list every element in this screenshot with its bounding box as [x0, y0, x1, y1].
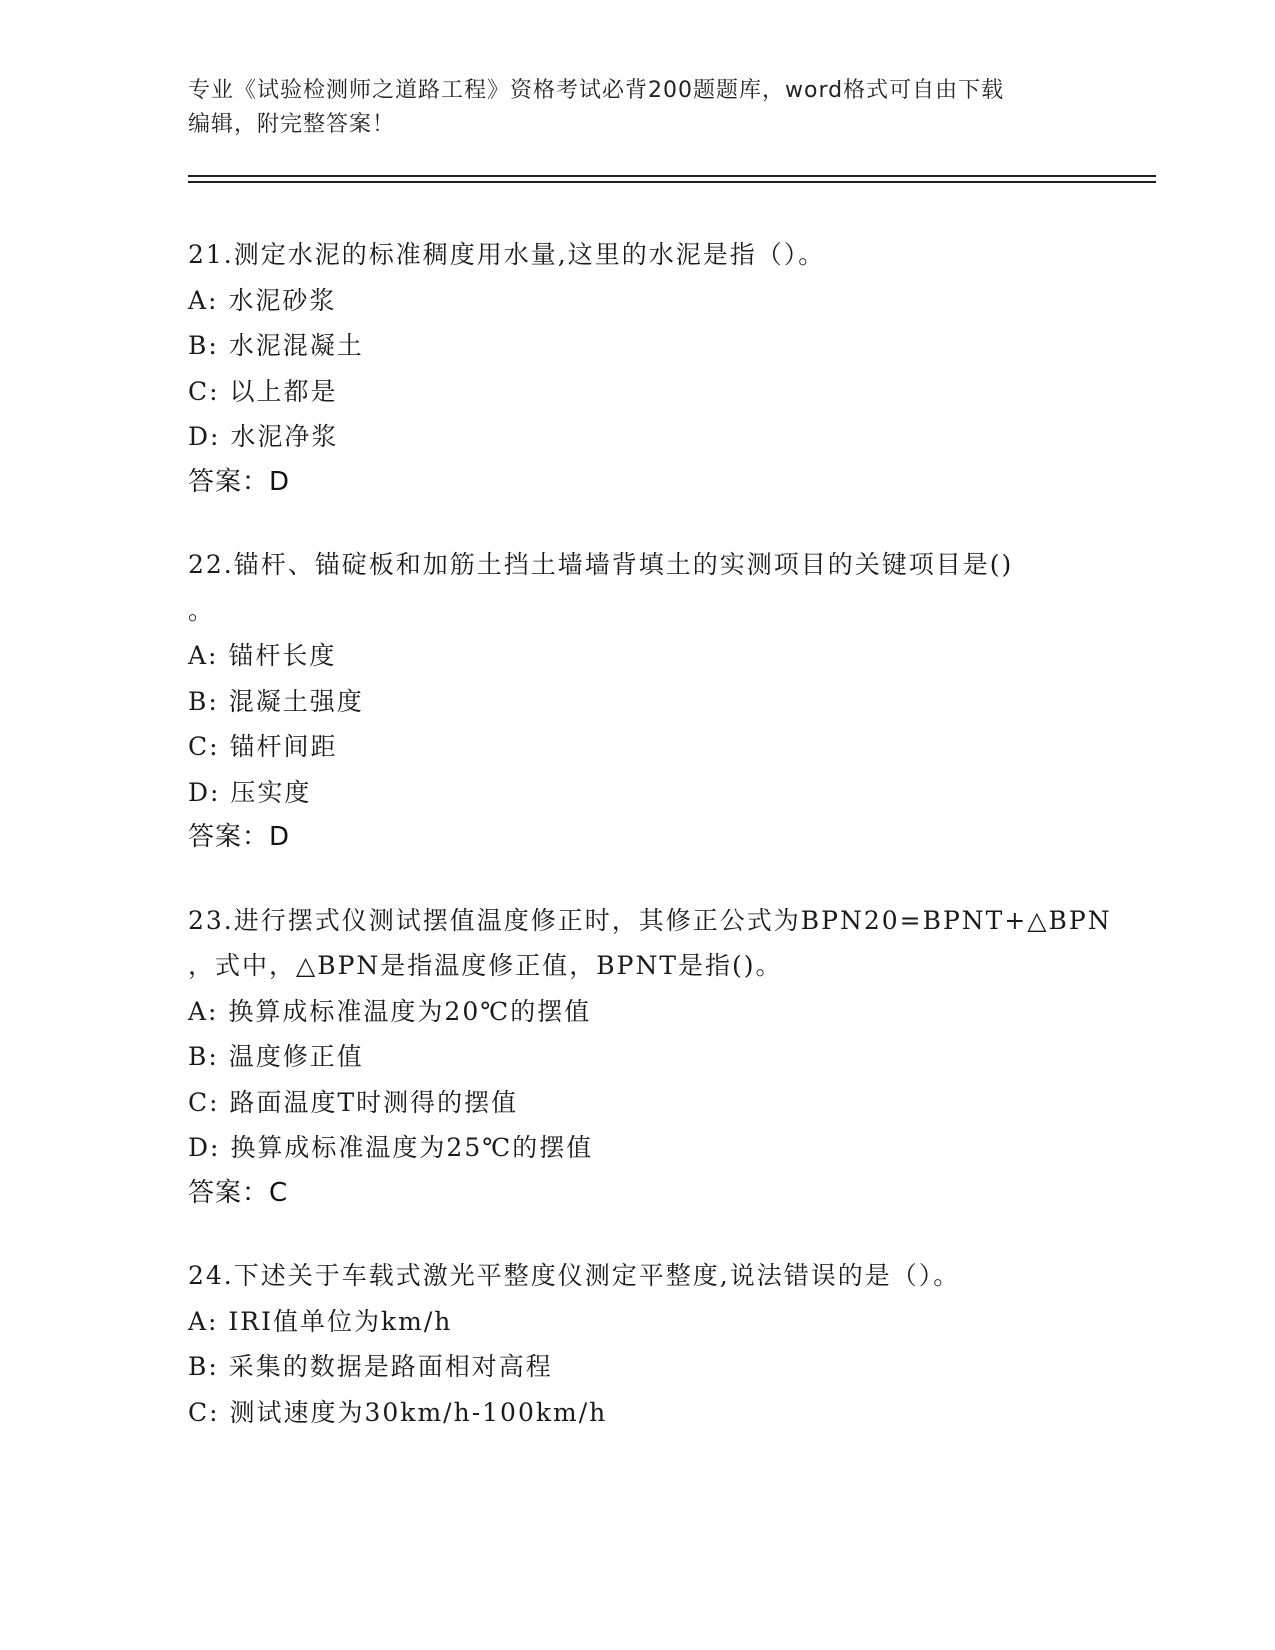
option-b: B: 采集的数据是路面相对高程 [188, 1352, 553, 1381]
question-list [188, 232, 1112, 1472]
option-c: C: 以上都是 [188, 376, 338, 406]
option-c: C: 锚杆间距 [188, 732, 338, 761]
option-d: D: 压实度 [188, 777, 312, 807]
option-b: B: 混凝土强度 [188, 686, 364, 716]
question-24 [188, 1253, 1108, 1435]
option-d: D: 水泥净浆 [188, 422, 339, 451]
question-text-continued: ，式中，△BPN是指温度修正值，BPNT是指()。 [188, 951, 783, 980]
answer: 答案：D [188, 822, 291, 852]
question-text-continued: 。 [188, 595, 216, 625]
option-a: A: 水泥砂浆 [188, 285, 337, 315]
header-line-1: 专业《试验检测师之道路工程》资格考试必背200题题库，word格式可自由下载 [188, 78, 1005, 103]
option-c: C: 测试速度为30km/h-100km/h [188, 1397, 608, 1427]
answer: 答案：C [188, 1177, 289, 1208]
option-b: B: 温度修正值 [188, 1042, 364, 1071]
document-header [188, 74, 1088, 142]
option-d: D: 换算成标准温度为25℃的摆值 [188, 1133, 594, 1162]
question-text: 22.锚杆、锚碇板和加筋土挡土墙墙背填土的实测项目的关键项目是() [188, 550, 1014, 579]
option-c: C: 路面温度T时测得的摆值 [188, 1087, 519, 1117]
answer: 答案：D [188, 466, 291, 497]
header-divider-top [188, 175, 1156, 177]
header-divider-bottom [188, 181, 1156, 183]
question-23 [188, 898, 1112, 1217]
option-a: A: 锚杆长度 [188, 641, 337, 670]
option-b: B: 水泥混凝土 [188, 331, 364, 360]
header-line-2: 编辑，附完整答案！ [188, 112, 396, 137]
question-text: 23.进行摆式仪测试摆值温度修正时，其修正公式为BPN20=BPNT+△BPN [188, 905, 1112, 935]
question-text: 24.下述关于车载式激光平整度仪测定平整度,说法错误的是（）。 [188, 1261, 961, 1290]
option-a: A: IRI值单位为km/h [188, 1306, 453, 1336]
option-a: A: 换算成标准温度为20℃的摆值 [188, 996, 592, 1026]
question-text: 21.测定水泥的标准稠度用水量,这里的水泥是指（）。 [188, 240, 826, 269]
question-21 [188, 232, 1108, 505]
question-22 [188, 542, 1108, 861]
